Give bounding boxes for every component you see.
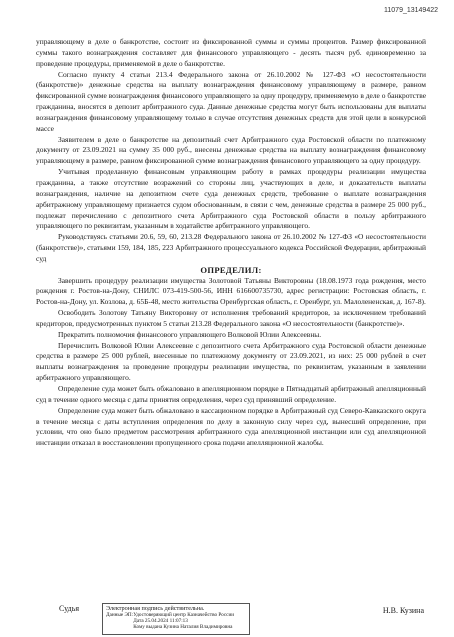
stamp-date: Дата 25.04.2024 11:07:13 — [133, 618, 188, 625]
stamp-issued-to: Кому выдана Кузина Наталия Владимировна — [133, 624, 233, 631]
judge-name: Н.В. Кузина — [382, 606, 424, 615]
judge-title: Судья — [59, 604, 80, 613]
paragraph-fee-deposit-rule: Согласно пункту 4 статьи 213.4 Федерального закона от 26.10.2002 № 127-ФЗ «О несостоятельности (банкротстве)» денежные средства на выплату вознаграждения финансовому управляющему в размере, равном фиксированной сумме вознаграждения финансового управляющего за одну процедуру, применяемую в деле о банкротстве гражданина, вносятся в депозит арбитражного суда. Данные денежные средства могут быть использованы для выплаты вознаграждения финансовому управляющему только в случае отсутствия денежных средств для этой цели в конкурсной массе — [36, 69, 426, 133]
paragraph-legal-basis: Руководствуясь статьями 20.6, 59, 60, 213.28 Федерального закона от 26.10.2002 № 127-ФЗ «О несостоятельности (банкротстве)», статьями 159, 184, 185, 223 Арбитражного процессуального кодекса Российской Федерации, арбитражный суд — [36, 232, 426, 263]
paragraph-release-debtor: Освободить Золотову Татьяну Викторовну от исполнения требований кредиторов, за исключением требований кредиторов, предусмотренных пунктом 5 статьи 213.28 Федерального закона «О несостоятельности (банкротстве)». — [36, 308, 426, 328]
paragraph-appeal-appellate: Определение суда может быть обжаловано в апелляционном порядке в Пятнадцатый арбитражный апелляционный суд в течение одного месяца с даты принятия определения, через суд принявший определение. — [36, 384, 426, 404]
ruling-heading: ОПРЕДЕЛИЛ: — [200, 264, 262, 275]
paragraph-applicant-deposit: Заявителем в деле о банкротстве на депозитный счет Арбитражного суда Ростовской области по платежному документу от 23.09.2021 на сумму 35 000 руб., внесены денежные средства на выплату вознаграждения финансовому управляющему в размере, равном фиксированной сумме вознаграждения финансового управляющего за одну процедуру. — [36, 134, 426, 166]
paragraph-terminate-powers: Прекратить полномочия финансового управляющего Волковой Юлии Алексеевны. — [58, 329, 322, 339]
electronic-signature-stamp — [102, 603, 250, 635]
stamp-issuer: Удостоверяющий центр Казначейство России — [133, 612, 235, 618]
document-id: 11079_13149422 — [384, 7, 438, 14]
stamp-data-label: Данные ЭП: — [106, 612, 134, 618]
paragraph-fee-justification: Учитывая проделанную финансовым управляющим работу в рамках процедуры реализации имущества гражданина, а также отсутствие возражений со стороны лиц, участвующих в деле, и доказательств выплаты вознаграждения, наличие на депозитном счете суда денежных средств, требование о выплате вознаграждения арбитражному управляющему признается судом обоснованным, в связи с чем, денежные средства в размере 25 000 руб., подлежат перечислению с депозитного счета Арбитражного суда Ростовской области в пользу арбитражного управляющего по реквизитам, указанным в ходатайстве арбитражного управляющего. — [36, 167, 426, 231]
paragraph-transfer-funds: Перечислить Волковой Юлии Алексеевне с депозитного счета Арбитражного суда Ростовской области денежные средства в размере 25 000 рублей, внесенные по платежному документу от 23.09.2021, из них: 25 000 рублей в счет выплаты вознаграждения за проведение процедуры реализации имущества, по реквизитам, указанным в заявлении арбитражного управляющего. — [36, 340, 426, 383]
stamp-heading: Электронная подпись действительна. — [106, 605, 205, 612]
paragraph-fee-size: управляющему в деле о банкротстве, состоит из фиксированной суммы и суммы процентов. Размер фиксированной суммы такого вознаграждения составляет для финансового управляющего - десять тысяч руб. единовременно за проведение процедуры, применяемой в деле о банкротстве. — [36, 37, 426, 68]
paragraph-appeal-cassation: Определение суда может быть обжаловано в кассационном порядке в Арбитражный суд Северо-Кавказского округа в течение месяца с даты вступления определения по делу в законную силу через суд, вынесший определение, при условии, что оно было предметом рассмотрения арбитражного суда апелляционной инстанции или суд апелляционной инстанции отказал в восстановлении пропущенного срока подачи апелляционной жалобы. — [36, 405, 426, 448]
ruling-body — [36, 37, 426, 449]
paragraph-complete-procedure: Завершить процедуру реализации имущества Золотовой Татьяны Викторовны (18.08.1973 года рождения, место рождения г. Ростов-на-Дону, СНИЛС 073-419-500-56, ИНН 616600735730, адрес регистрации: Ростовская область, г. Ростов-на-Дону, ул. Козлова, д. 65Б-48, место жительства Оренбургская область, г. Оренбург, ул. Малолененская, д. 167-8). — [36, 275, 426, 307]
signature-footer — [36, 603, 426, 633]
stamp-issued-to-row — [106, 624, 246, 630]
